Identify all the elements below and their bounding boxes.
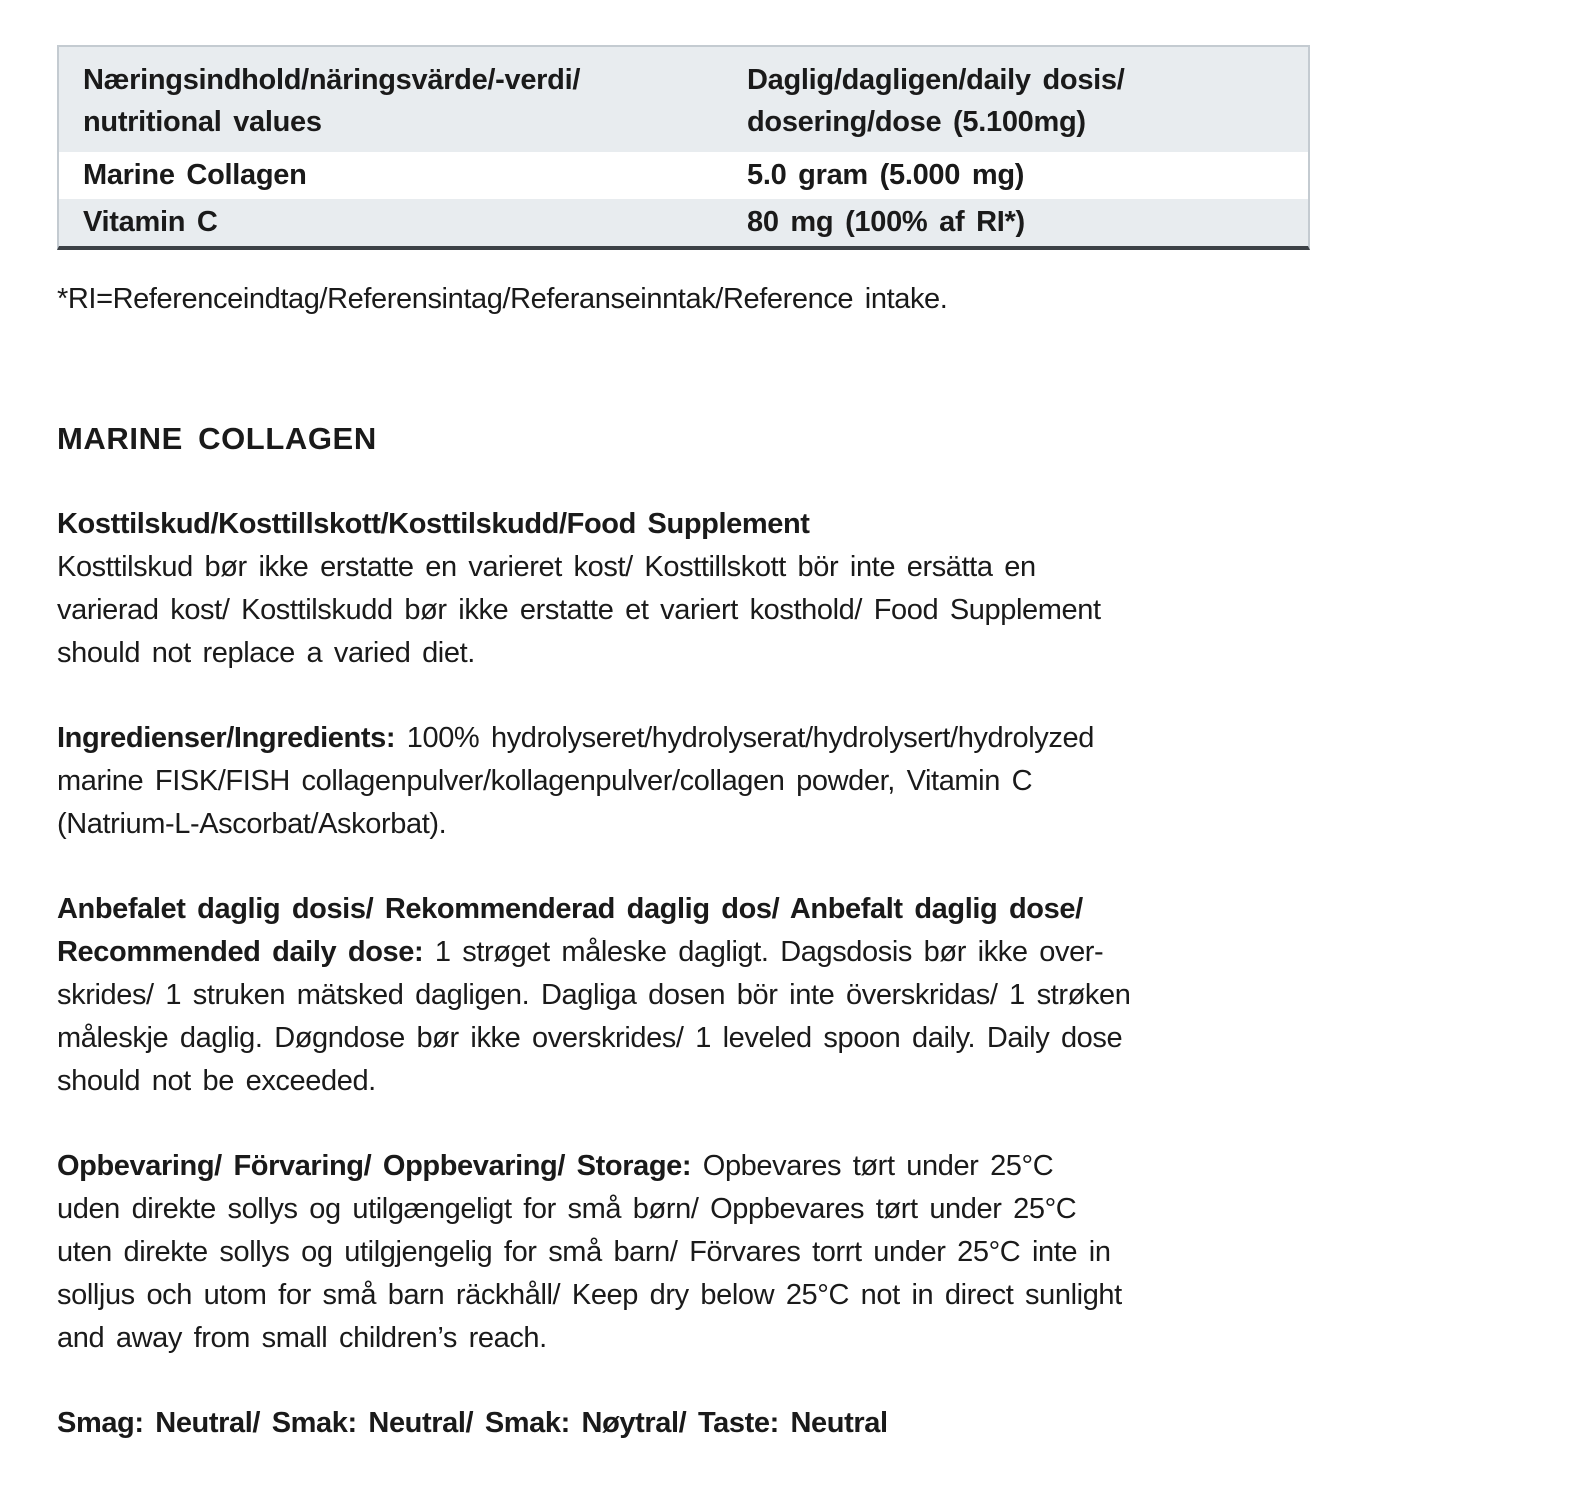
header-cell-daily-dose (747, 59, 1308, 143)
food-supplement-section (57, 503, 1582, 675)
dosage-section (57, 888, 1582, 1103)
row-name-cell (59, 206, 747, 239)
ingredients-lead: Ingredienser/Ingredients: (57, 722, 396, 754)
header-col2-line1: Daglig/dagligen/daily dosis/ (747, 64, 1125, 96)
table-row-marine-collagen (59, 152, 1308, 199)
dosage-heading-line: Anbefalet daglig dosis/ Rekommenderad daglig dos/ Anbefalt daglig dose/ (57, 893, 1083, 925)
storage-line: and away from small children’s reach. (57, 1322, 547, 1354)
nutrient-name: Vitamin C (83, 206, 218, 238)
storage-line: solljus och utom for små barn räckhåll/ Keep dry below 25°C not in direct sunlight (57, 1279, 1122, 1311)
row-value-cell (747, 159, 1308, 192)
storage-text: Opbevares tørt under 25°C (702, 1150, 1054, 1182)
food-supplement-heading: Kosttilskud/Kosttillskott/Kosttilskudd/Food Supplement (57, 508, 810, 540)
header-cell-nutritional-values (59, 59, 747, 143)
reference-intake-note: *RI=Referenceindtag/Referensintag/Referanseinntak/Reference intake. (57, 283, 948, 315)
nutrition-table-header-row (59, 47, 1308, 152)
product-title: MARINE COLLAGEN (57, 421, 377, 456)
ingredients-line (57, 717, 1582, 760)
storage-section (57, 1145, 1582, 1360)
ingredients-line: (Natrium-L-Ascorbat/Askorbat). (57, 808, 447, 840)
ingredients-section (57, 717, 1582, 846)
nutrient-name: Marine Collagen (83, 159, 307, 191)
header-col1-line2: nutritional values (83, 106, 322, 138)
food-supplement-line: should not replace a varied diet. (57, 637, 475, 669)
food-supplement-line: Kosttilskud bør ikke erstatte en varieret kost/ Kosttillskott bör inte ersätta en (57, 551, 1036, 583)
nutrient-value: 80 mg (100% af RI*) (747, 206, 1025, 238)
ingredients-line: marine FISK/FISH collagenpulver/kollagenpulver/collagen powder, Vitamin C (57, 765, 1033, 797)
nutrition-table (57, 45, 1310, 250)
storage-line: uden direkte sollys og utilgængeligt for små børn/ Oppbevares tørt under 25°C (57, 1193, 1077, 1225)
taste-line: Smag: Neutral/ Smak: Neutral/ Smak: Nøytral/ Taste: Neutral (57, 1407, 888, 1439)
ingredients-text: 100% hydrolyseret/hydrolyserat/hydrolysert/hydrolyzed (406, 722, 1094, 754)
header-col1-line1: Næringsindhold/näringsvärde/-verdi/ (83, 64, 581, 96)
dosage-line: måleskje daglig. Døgndose bør ikke overskrides/ 1 leveled spoon daily. Daily dose (57, 1022, 1123, 1054)
storage-line: uten direkte sollys og utilgjengelig for små barn/ Förvares torrt under 25°C inte in (57, 1236, 1111, 1268)
storage-line (57, 1145, 1582, 1188)
dosage-lead: Recommended daily dose: (57, 936, 424, 968)
nutrient-value: 5.0 gram (5.000 mg) (747, 159, 1025, 191)
row-name-cell (59, 159, 747, 192)
dosage-line: skrides/ 1 struken mätsked dagligen. Dagliga dosen bör inte överskridas/ 1 strøken (57, 979, 1131, 1011)
header-col2-line2: dosering/dose (5.100mg) (747, 106, 1086, 138)
dosage-line: should not be exceeded. (57, 1065, 376, 1097)
dosage-line (57, 931, 1582, 974)
dosage-text: 1 strøget måleske dagligt. Dagsdosis bør ikke over- (434, 936, 1104, 968)
row-value-cell (747, 206, 1308, 239)
storage-lead: Opbevaring/ Förvaring/ Oppbevaring/ Storage: (57, 1150, 692, 1182)
table-row-vitamin-c (59, 199, 1308, 246)
food-supplement-line: varierad kost/ Kosttilskudd bør ikke erstatte et variert kosthold/ Food Supplement (57, 594, 1101, 626)
